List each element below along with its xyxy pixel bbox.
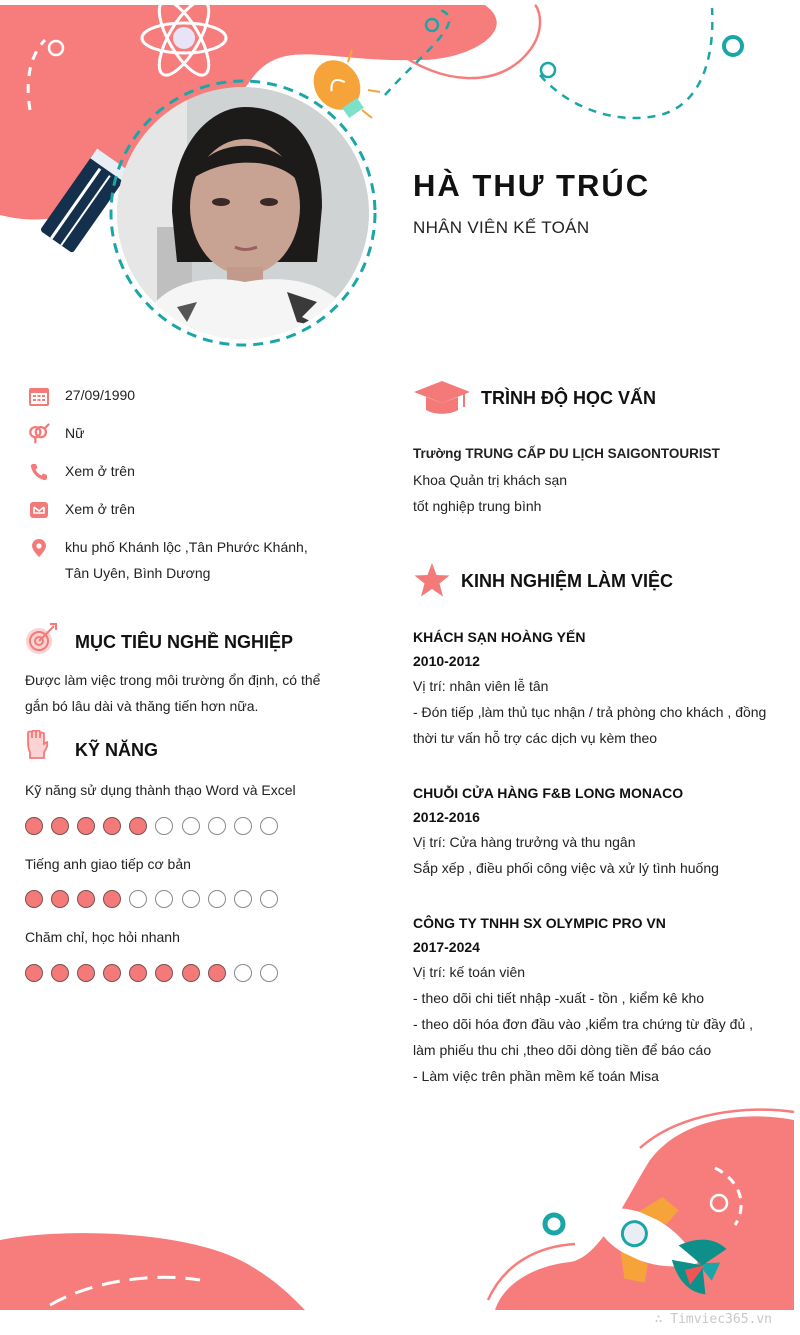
rating-dot-filled xyxy=(51,890,69,908)
job-entry xyxy=(413,781,773,881)
email-icon xyxy=(28,499,50,521)
contact-birthday xyxy=(28,387,135,408)
objective-title: MỤC TIÊU NGHỀ NGHIỆP xyxy=(75,632,294,652)
skill-label: Tiếng anh giao tiếp cơ bản xyxy=(25,856,191,872)
graduation-cap-icon xyxy=(414,380,470,414)
candidate-position: NHÂN VIÊN KẾ TOÁN xyxy=(413,218,590,237)
fist-icon xyxy=(25,730,49,760)
phone-text: Xem ở trên xyxy=(65,463,135,479)
job-detail: Vị trí: Cửa hàng trưởng và thu ngân xyxy=(413,834,636,850)
candidate-name: HÀ THƯ TRÚC xyxy=(413,168,651,203)
address-text: khu phố Khánh lộc ,Tân Phước Khánh, Tân Uyên, Bình Dương xyxy=(65,539,308,581)
contact-phone xyxy=(28,463,135,484)
rating-dot-empty xyxy=(260,964,278,982)
calendar-icon xyxy=(28,385,50,407)
rating-dot-filled xyxy=(51,964,69,982)
education-major: Khoa Quản trị khách sạn xyxy=(413,472,568,488)
job-entry xyxy=(413,911,773,1089)
rating-dot-filled xyxy=(103,817,121,835)
skill-label: Chăm chỉ, học hỏi nhanh xyxy=(25,929,180,945)
rating-dot-filled xyxy=(182,964,200,982)
rating-dot-empty xyxy=(182,890,200,908)
contact-gender xyxy=(28,425,84,446)
objective-text: Được làm việc trong môi trường ổn định, có thể gắn bó lâu dài và thăng tiến hơn nữa. xyxy=(25,672,321,714)
birthday-text: 27/09/1990 xyxy=(65,387,136,403)
profile-photo xyxy=(117,87,369,339)
phone-icon xyxy=(28,461,50,483)
education-title: TRÌNH ĐỘ HỌC VẤN xyxy=(481,388,656,408)
contact-address xyxy=(28,539,325,586)
job-detail: - theo dõi hóa đơn đầu vào ,kiểm tra chứng từ đầy đủ , làm phiếu thu chi ,theo dõi dòng tiền để báo cáo xyxy=(413,1016,754,1058)
job-detail: Vị trí: nhân viên lễ tân xyxy=(413,678,549,694)
job-detail: - Đón tiếp ,làm thủ tục nhận / trả phòng cho khách , đồng thời tư vấn hỗ trợ các dịch vụ kèm theo xyxy=(413,704,767,746)
rating-dot-empty xyxy=(182,817,200,835)
bottom-left-blob xyxy=(0,1233,305,1310)
rating-dot-filled xyxy=(77,817,95,835)
job-detail: - theo dõi chi tiết nhập -xuất - tồn , kiểm kê kho xyxy=(413,990,705,1006)
rating-dot-empty xyxy=(155,817,173,835)
education-grade: tốt nghiệp trung bình xyxy=(413,498,542,514)
rating-dot-filled xyxy=(155,964,173,982)
rating-dot-filled xyxy=(103,890,121,908)
watermark[interactable] xyxy=(655,1312,772,1327)
rating-dot-empty xyxy=(234,890,252,908)
gender-text: Nữ xyxy=(65,425,85,441)
email-text: Xem ở trên xyxy=(65,501,135,517)
job-company: KHÁCH SẠN HOÀNG YẾN xyxy=(413,629,586,645)
experience-title: KINH NGHIỆM LÀM VIỆC xyxy=(461,571,674,591)
job-detail: Sắp xếp , điều phối công việc và xử lý tình huống xyxy=(413,860,719,876)
rating-dot-empty xyxy=(234,964,252,982)
job-period: 2010-2012 xyxy=(413,653,480,669)
job-company: CHUỖI CỬA HÀNG F&B LONG MONACO xyxy=(413,785,684,801)
rating-dot-filled xyxy=(129,817,147,835)
job-detail: Vị trí: kế toán viên xyxy=(413,964,526,980)
rating-dot-filled xyxy=(25,817,43,835)
skill-rating xyxy=(25,890,286,908)
rating-dot-empty xyxy=(208,817,226,835)
skill-rating xyxy=(25,817,286,835)
rating-dot-filled xyxy=(103,964,121,982)
education-school: Trường TRUNG CẤP DU LỊCH SAIGONTOURIST xyxy=(413,446,720,461)
watermark-text: Timviec365.vn xyxy=(670,1312,772,1327)
rating-dot-filled xyxy=(129,964,147,982)
rating-dot-filled xyxy=(77,964,95,982)
location-icon xyxy=(28,537,50,559)
rating-dot-empty xyxy=(260,817,278,835)
gender-icon xyxy=(28,423,50,445)
rating-dot-empty xyxy=(129,890,147,908)
watermark-icon: ∴ xyxy=(654,1312,671,1327)
job-period: 2012-2016 xyxy=(413,809,480,825)
skill-rating xyxy=(25,964,286,982)
rating-dot-empty xyxy=(260,890,278,908)
skill-label: Kỹ năng sử dụng thành thạo Word và Excel xyxy=(25,782,296,798)
job-detail: - Làm việc trên phần mềm kế toán Misa xyxy=(413,1068,659,1084)
job-entry xyxy=(413,625,773,751)
rating-dot-filled xyxy=(208,964,226,982)
rating-dot-empty xyxy=(234,817,252,835)
job-company: CÔNG TY TNHH SX OLYMPIC PRO VN xyxy=(413,915,666,931)
rating-dot-filled xyxy=(77,890,95,908)
rating-dot-filled xyxy=(25,890,43,908)
rating-dot-empty xyxy=(208,890,226,908)
job-period: 2017-2024 xyxy=(413,939,480,955)
target-icon xyxy=(24,622,58,656)
rating-dot-filled xyxy=(25,964,43,982)
rating-dot-filled xyxy=(51,817,69,835)
contact-email xyxy=(28,501,135,522)
star-icon xyxy=(414,563,450,597)
skills-title: KỸ NĂNG xyxy=(75,740,159,760)
rating-dot-empty xyxy=(155,890,173,908)
